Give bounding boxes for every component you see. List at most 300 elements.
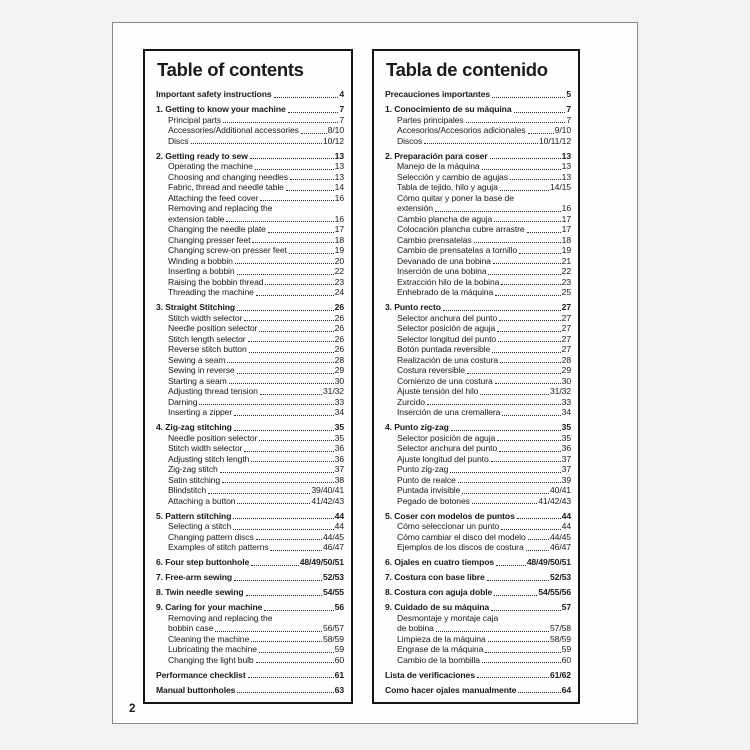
- dot-leader: [237, 373, 334, 374]
- entry-label: Changing pattern discs: [168, 531, 254, 542]
- dot-leader: [467, 373, 561, 374]
- entry-label: Cambio de la bombilla: [397, 654, 480, 665]
- entry-page: 52/53: [549, 572, 571, 583]
- entry-page: 60: [334, 654, 344, 665]
- entry-page: 16: [561, 203, 571, 214]
- entry-page: 26: [334, 312, 344, 323]
- toc-entry: [156, 245, 344, 256]
- dot-leader: [237, 310, 334, 311]
- toc-entry: [156, 161, 344, 172]
- entry-label: Important safety instructions: [156, 89, 272, 100]
- dot-leader: [223, 122, 338, 123]
- dot-leader: [491, 610, 561, 611]
- entry-label: Ajuste longitud del punto: [397, 453, 489, 464]
- entry-label: Inserción de una cremallera: [397, 407, 501, 418]
- entry-page: 41/42/43: [311, 495, 344, 506]
- entry-label: Puntada invisible: [397, 485, 461, 496]
- toc-title-english: Table of contents: [157, 59, 304, 80]
- dot-leader: [208, 493, 310, 494]
- toc-entry: [385, 214, 571, 225]
- entry-label: Accessories/Additional accessories: [168, 125, 299, 136]
- entry-page: 16: [334, 213, 344, 224]
- entry-page: 7: [339, 104, 344, 115]
- entry-page: 36: [334, 453, 344, 464]
- dot-leader: [462, 493, 549, 494]
- dot-leader: [494, 595, 537, 596]
- toc-entry: [385, 386, 571, 397]
- toc-entry: [385, 313, 571, 324]
- entry-label: Engrase de la máquina: [397, 644, 484, 655]
- dot-leader: [260, 200, 333, 201]
- entry-page: 13: [334, 171, 344, 182]
- dot-leader: [244, 320, 333, 321]
- entry-label: Partes principales: [397, 114, 464, 125]
- entry-page: 26: [334, 344, 344, 355]
- entry-label: 8. Costura con aguja doble: [385, 587, 493, 598]
- toc-entry: [156, 136, 344, 147]
- entry-label: 2. Getting ready to sew: [156, 150, 248, 161]
- entry-label: Devanado de una bobina: [397, 255, 491, 266]
- entry-label: Realización de una costura: [397, 354, 499, 365]
- entry-label: Ajuste tensión del hilo: [397, 386, 479, 397]
- toc-entry: [156, 532, 344, 543]
- toc-entry: [156, 623, 344, 634]
- entry-page: 57/58: [549, 623, 571, 634]
- dot-leader: [264, 610, 333, 611]
- entry-page: 44: [561, 510, 571, 521]
- entry-label: Lubricating the machine: [168, 644, 257, 655]
- entry-page: 63: [334, 684, 344, 695]
- toc-entry: [385, 224, 571, 235]
- dot-leader: [215, 631, 322, 632]
- toc-entry: [385, 613, 571, 624]
- dot-leader: [301, 133, 327, 134]
- entry-page: 37: [334, 464, 344, 475]
- entry-label: Starting a seam: [168, 375, 227, 386]
- entry-label: Botón puntada reversible: [397, 344, 491, 355]
- entry-label: Pegado de botones: [397, 495, 470, 506]
- entry-label: 9. Cuidado de su máquina: [385, 602, 490, 613]
- entry-page: 64: [561, 684, 571, 695]
- entry-label: Extracción hilo de la bobina: [397, 276, 500, 287]
- dot-leader: [487, 580, 549, 581]
- dot-leader: [246, 595, 322, 596]
- toc-list-english: [156, 89, 344, 695]
- entry-page: 60: [561, 654, 571, 665]
- entry-label: Enhebrado de la máquina: [397, 287, 494, 298]
- dot-leader: [259, 440, 333, 441]
- dot-leader: [485, 652, 560, 653]
- dot-leader: [482, 662, 561, 663]
- entry-page: 18: [561, 234, 571, 245]
- toc-entry: [385, 542, 571, 553]
- toc-entry: [156, 433, 344, 444]
- toc-entry: [156, 323, 344, 334]
- toc-entry: [385, 125, 571, 136]
- entry-label: Adjusting stitch length: [168, 453, 250, 464]
- entry-label: 3. Straight Stitching: [156, 302, 236, 313]
- entry-label: Accesorios/Accesorios adicionales: [397, 125, 526, 136]
- toc-entry: [156, 355, 344, 366]
- entry-page: 24: [334, 287, 344, 298]
- dot-leader: [259, 331, 333, 332]
- dot-leader: [255, 169, 334, 170]
- dot-leader: [527, 232, 561, 233]
- entry-label: 4. Punto zig-zag: [385, 422, 449, 433]
- toc-entry: [156, 511, 344, 522]
- entry-page: 8/10: [327, 125, 344, 136]
- toc-entry: [385, 277, 571, 288]
- dot-leader: [233, 518, 333, 519]
- toc-entry: [156, 655, 344, 666]
- entry-page: 41/42/43: [538, 495, 571, 506]
- dot-leader: [268, 232, 334, 233]
- toc-entry: [385, 454, 571, 465]
- entry-label: Adjusting thread tension: [168, 386, 258, 397]
- dot-leader: [265, 284, 333, 285]
- dot-leader: [514, 112, 566, 113]
- dot-leader: [222, 482, 334, 483]
- toc-entry: [385, 287, 571, 298]
- toc-entry: [385, 172, 571, 183]
- entry-label: 7. Costura con base libre: [385, 572, 485, 583]
- entry-label: 1. Conocimiento de su máquina: [385, 104, 512, 115]
- toc-entry: [156, 182, 344, 193]
- entry-page: 19: [334, 245, 344, 256]
- entry-page: 35: [561, 432, 571, 443]
- dot-leader: [510, 179, 561, 180]
- dot-leader: [237, 274, 334, 275]
- toc-entry: [385, 475, 571, 486]
- toc-entry: [385, 323, 571, 334]
- entry-page: 37: [561, 464, 571, 475]
- entry-label: Comienzo de una costura: [397, 375, 493, 386]
- dot-leader: [251, 565, 299, 566]
- entry-label: Selector anchura del punto: [397, 312, 498, 323]
- toc-entry: [385, 407, 571, 418]
- dot-leader: [495, 383, 561, 384]
- entry-label: 7. Free-arm sewing: [156, 572, 233, 583]
- toc-entry: [156, 172, 344, 183]
- entry-page: 34: [561, 407, 571, 418]
- entry-page: 44/45: [322, 531, 344, 542]
- toc-entry: [385, 587, 571, 598]
- entry-label: extension table: [168, 213, 225, 224]
- toc-entry: [385, 685, 571, 696]
- dot-leader: [288, 112, 339, 113]
- toc-entry: [385, 256, 571, 267]
- entry-page: 27: [561, 312, 571, 323]
- entry-page: 26: [334, 333, 344, 344]
- entry-label: Reverse stitch button: [168, 344, 247, 355]
- dot-leader: [498, 341, 561, 342]
- toc-entry: [385, 266, 571, 277]
- dot-leader: [526, 550, 549, 551]
- toc-entry: [385, 623, 571, 634]
- dot-leader: [226, 221, 333, 222]
- toc-entry: [156, 613, 344, 624]
- toc-box-spanish: [372, 49, 580, 704]
- toc-entry: [156, 602, 344, 613]
- dot-leader: [270, 550, 322, 551]
- entry-label: 5. Pattern stitching: [156, 510, 232, 521]
- toc-entry: [156, 443, 344, 454]
- entry-page: 13: [561, 171, 571, 182]
- dot-leader: [466, 122, 566, 123]
- toc-entry: [385, 397, 571, 408]
- entry-page: 7: [566, 104, 571, 115]
- entry-label: Tabla de tejido, hilo y aguja: [397, 182, 498, 193]
- dot-leader: [220, 472, 334, 473]
- entry-page: 54/55: [322, 587, 344, 598]
- dot-leader: [248, 341, 334, 342]
- entry-page: 35: [561, 422, 571, 433]
- dot-leader: [233, 529, 333, 530]
- entry-page: 28: [334, 354, 344, 365]
- dot-leader: [494, 221, 560, 222]
- toc-entry: [156, 386, 344, 397]
- dot-leader: [482, 169, 561, 170]
- entry-label: Selección y cambio de agujas: [397, 171, 508, 182]
- dot-leader: [250, 158, 334, 159]
- dot-leader: [234, 415, 334, 416]
- entry-page: 27: [561, 333, 571, 344]
- toc-entry: [385, 182, 571, 193]
- entry-page: 26: [334, 323, 344, 334]
- dot-leader: [517, 518, 561, 519]
- entry-label: Removing and replacing the: [168, 203, 273, 214]
- dot-leader: [472, 503, 537, 504]
- dot-leader: [227, 362, 333, 363]
- dot-leader: [450, 472, 560, 473]
- entry-label: Sewing in reverse: [168, 365, 235, 376]
- entry-label: de bobina: [397, 623, 434, 634]
- entry-label: Cómo cambiar el disco del modelo: [397, 531, 526, 542]
- dot-leader: [501, 284, 560, 285]
- entry-page: 58/59: [549, 633, 571, 644]
- entry-page: 20: [334, 255, 344, 266]
- entry-label: Zig-zag stitch: [168, 464, 218, 475]
- entry-page: 13: [561, 150, 571, 161]
- toc-entry: [156, 266, 344, 277]
- entry-label: Zurcido: [397, 396, 425, 407]
- entry-page: 59: [561, 644, 571, 655]
- toc-entry: [385, 532, 571, 543]
- toc-entry: [156, 521, 344, 532]
- dot-leader: [234, 430, 334, 431]
- toc-entry: [385, 485, 571, 496]
- dot-leader: [474, 242, 561, 243]
- entry-label: Sewing a seam: [168, 354, 226, 365]
- entry-label: Inserting a zipper: [168, 407, 233, 418]
- entry-label: Attaching the feed cover: [168, 192, 259, 203]
- toc-entry: [156, 313, 344, 324]
- toc-entry: [156, 193, 344, 204]
- entry-page: 5: [566, 89, 571, 100]
- entry-label: Manual buttonholes: [156, 684, 236, 695]
- dot-leader: [458, 482, 561, 483]
- dot-leader: [480, 394, 549, 395]
- entry-page: 13: [561, 161, 571, 172]
- entry-label: Needle position selector: [168, 323, 258, 334]
- toc-entry: [385, 161, 571, 172]
- toc-entry: [385, 115, 571, 126]
- dot-leader: [229, 383, 334, 384]
- toc-entry: [385, 355, 571, 366]
- entry-label: 4. Zig-zag stitching: [156, 422, 232, 433]
- toc-entry: [385, 235, 571, 246]
- dot-leader: [491, 461, 561, 462]
- entry-label: Punto zig-zag: [397, 464, 449, 475]
- dot-leader: [497, 440, 560, 441]
- toc-entry: [385, 422, 571, 433]
- dot-leader: [492, 97, 565, 98]
- entry-page: 56/57: [322, 623, 344, 634]
- entry-page: 17: [334, 224, 344, 235]
- entry-label: 6. Ojales en cuatro tiempos: [385, 557, 495, 568]
- dot-leader: [427, 404, 561, 405]
- toc-entry: [156, 542, 344, 553]
- entry-page: 36: [561, 443, 571, 454]
- entry-page: 30: [561, 375, 571, 386]
- dot-leader: [251, 641, 322, 642]
- entry-label: Cambio plancha de aguja: [397, 213, 493, 224]
- toc-entry: [156, 557, 344, 568]
- manual-page-sheet: [112, 22, 638, 724]
- entry-label: Inserción de una bobina: [397, 266, 487, 277]
- dot-leader: [500, 190, 549, 191]
- entry-label: Cleaning the machine: [168, 633, 250, 644]
- entry-page: 54/55/56: [538, 587, 571, 598]
- page-number: 2: [129, 703, 136, 715]
- dot-leader: [248, 677, 334, 678]
- dot-leader: [500, 362, 561, 363]
- dot-leader: [499, 320, 561, 321]
- entry-page: 48/49/50/51: [526, 557, 571, 568]
- dot-leader: [490, 158, 561, 159]
- toc-entry: [156, 485, 344, 496]
- entry-page: 17: [561, 224, 571, 235]
- entry-page: 27: [561, 344, 571, 355]
- entry-page: 9/10: [554, 125, 571, 136]
- entry-label: Blindstitch: [168, 485, 207, 496]
- dot-leader: [443, 310, 561, 311]
- dot-leader: [260, 394, 322, 395]
- entry-label: 1. Getting to know your machine: [156, 104, 286, 115]
- entry-page: 23: [561, 276, 571, 287]
- toc-entry: [156, 277, 344, 288]
- dot-leader: [237, 503, 310, 504]
- toc-entry: [385, 572, 571, 583]
- entry-page: 38: [334, 474, 344, 485]
- entry-label: Performance checklist: [156, 669, 246, 680]
- entry-label: Selector anchura del punto: [397, 443, 498, 454]
- entry-label: 8. Twin needle sewing: [156, 587, 244, 598]
- toc-entry: [156, 203, 344, 214]
- toc-entry: [156, 365, 344, 376]
- dot-leader: [519, 253, 561, 254]
- entry-page: 39: [561, 474, 571, 485]
- toc-entry: [385, 89, 571, 100]
- toc-entry: [385, 496, 571, 507]
- entry-page: 40/41: [549, 485, 571, 496]
- entry-page: 59: [334, 644, 344, 655]
- toc-entry: [385, 245, 571, 256]
- dot-leader: [191, 143, 322, 144]
- toc-entry: [156, 125, 344, 136]
- entry-page: 31/32: [322, 386, 344, 397]
- entry-label: Satin stitching: [168, 474, 221, 485]
- entry-page: 36: [334, 443, 344, 454]
- dot-leader: [274, 97, 339, 98]
- entry-page: 27: [561, 302, 571, 313]
- dot-leader: [497, 331, 560, 332]
- dot-leader: [249, 352, 334, 353]
- entry-page: 44: [334, 521, 344, 532]
- toc-entry: [385, 104, 571, 115]
- entry-label: Selector longitud del punto: [397, 333, 497, 344]
- entry-page: 13: [334, 150, 344, 161]
- entry-page: 39/40/41: [311, 485, 344, 496]
- entry-label: Stitch width selector: [168, 312, 243, 323]
- toc-entry: [156, 344, 344, 355]
- entry-page: 10/11/12: [538, 135, 571, 146]
- toc-entry: [156, 334, 344, 345]
- entry-label: Raising the bobbin thread: [168, 276, 264, 287]
- entry-page: 4: [339, 89, 344, 100]
- entry-page: 19: [561, 245, 571, 256]
- entry-page: 57: [561, 602, 571, 613]
- toc-entry: [156, 151, 344, 162]
- dot-leader: [488, 274, 560, 275]
- toc-entry: [385, 193, 571, 204]
- entry-page: 22: [561, 266, 571, 277]
- entry-label: Stitch width selector: [168, 443, 243, 454]
- entry-page: 58/59: [322, 633, 344, 644]
- entry-label: Selector posición de aguja: [397, 323, 496, 334]
- entry-page: 37: [561, 453, 571, 464]
- entry-page: 21: [561, 255, 571, 266]
- dot-leader: [495, 295, 561, 296]
- entry-label: Darning: [168, 396, 198, 407]
- dot-leader: [496, 565, 526, 566]
- entry-label: Selector posición de aguja: [397, 432, 496, 443]
- entry-page: 35: [334, 422, 344, 433]
- dot-leader: [424, 143, 538, 144]
- toc-entry: [156, 104, 344, 115]
- dot-leader: [501, 529, 561, 530]
- toc-entry: [385, 136, 571, 147]
- entry-page: 61/62: [549, 669, 571, 680]
- entry-label: Examples of stitch patterns: [168, 542, 269, 553]
- entry-label: 6. Four step buttonhole: [156, 557, 250, 568]
- entry-page: 27: [561, 323, 571, 334]
- toc-entry: [385, 376, 571, 387]
- dot-leader: [290, 179, 334, 180]
- toc-entry: [385, 557, 571, 568]
- dot-leader: [451, 430, 561, 431]
- toc-entry: [385, 443, 571, 454]
- dot-leader: [488, 641, 549, 642]
- dot-leader: [252, 242, 333, 243]
- entry-label: Como hacer ojales manualmente: [385, 684, 517, 695]
- entry-page: 29: [561, 365, 571, 376]
- entry-page: 61: [334, 669, 344, 680]
- dot-leader: [244, 451, 333, 452]
- dot-leader: [528, 133, 554, 134]
- toc-entry: [385, 334, 571, 345]
- entry-page: 34: [334, 407, 344, 418]
